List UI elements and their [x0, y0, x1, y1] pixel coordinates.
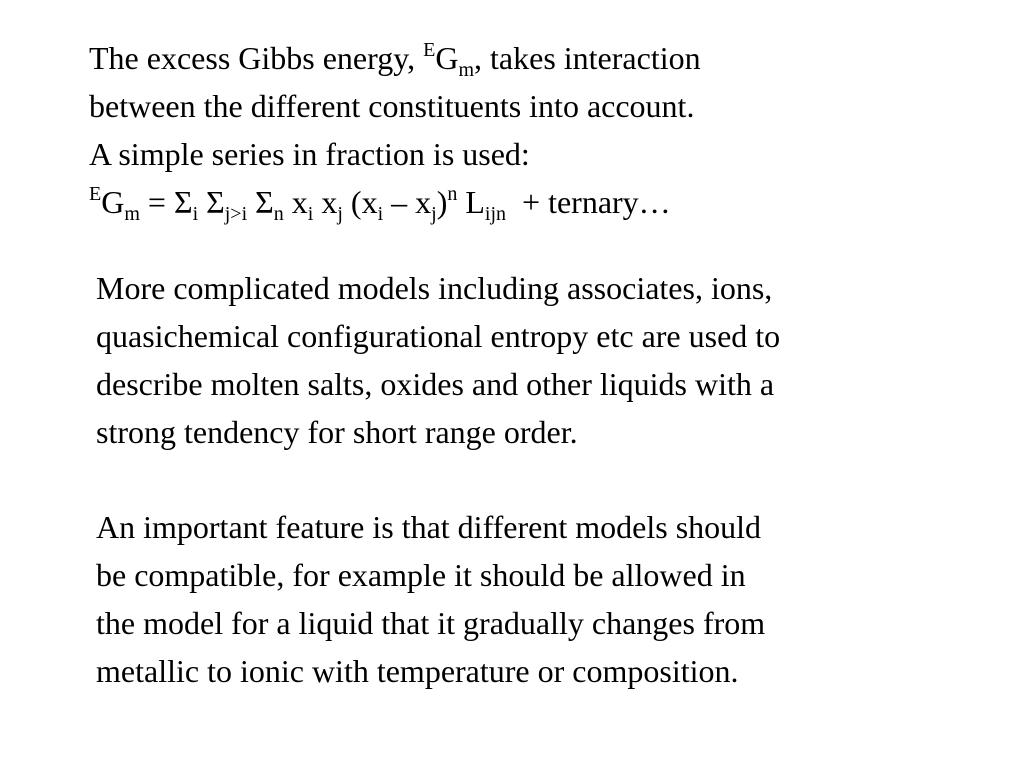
- formula-paren-close: ): [436, 184, 448, 220]
- formula-subscript-jgti: j>i: [224, 203, 248, 225]
- paragraph-line: More complicated models including associates, ions,: [96, 270, 773, 306]
- formula-l: L: [457, 184, 485, 220]
- intro-line-3: A simple series in fraction is used:: [89, 136, 530, 172]
- formula-subscript-j: j: [431, 203, 437, 225]
- formula-paren-open: (x: [342, 184, 378, 220]
- paragraph-compatibility: [96, 503, 976, 695]
- formula-ternary: + ternary…: [506, 184, 671, 220]
- paragraph-line: quasichemical configurational entropy etc are used to: [96, 318, 781, 354]
- formula-x: x: [313, 184, 338, 220]
- symbol-g: G: [435, 40, 459, 76]
- formula-subscript-m: m: [124, 203, 140, 225]
- paragraph-line: describe molten salts, oxides and other liquids with a: [96, 366, 775, 402]
- intro-text: The excess Gibbs energy,: [89, 40, 424, 76]
- formula-superscript-n: n: [447, 183, 458, 205]
- intro-text: , takes interaction: [474, 40, 701, 76]
- paragraph-line: metallic to ionic with temperature or composition.: [96, 653, 739, 689]
- formula-subscript-n: n: [273, 203, 284, 225]
- formula-sigma: Σ: [247, 184, 274, 220]
- superscript-e: E: [423, 39, 436, 61]
- formula-subscript-i: i: [307, 203, 314, 225]
- formula-equals-sigma: = Σ: [139, 184, 193, 220]
- formula-subscript-ijn: ijn: [484, 203, 507, 225]
- intro-line-1: [89, 34, 969, 82]
- paragraph-complicated-models: [96, 264, 976, 456]
- formula-g: G: [101, 184, 125, 220]
- paragraph-line: be compatible, for example it should be allowed in: [96, 557, 746, 593]
- formula-superscript-e: E: [89, 183, 102, 205]
- formula-minus-x: – x: [383, 184, 432, 220]
- intro-line-2: between the different constituents into account.: [89, 88, 695, 124]
- formula-subscript-i: i: [192, 203, 199, 225]
- intro-block: [89, 34, 969, 226]
- subscript-m: m: [458, 59, 475, 81]
- paragraph-line: the model for a liquid that it gradually changes from: [96, 605, 766, 641]
- excess-gibbs-formula: [89, 178, 969, 226]
- formula-sigma: Σ: [198, 184, 225, 220]
- paragraph-line: An important feature is that different models should: [96, 509, 762, 545]
- paragraph-line: strong tendency for short range order.: [96, 414, 578, 450]
- formula-subscript-i: i: [377, 203, 384, 225]
- formula-x: x: [283, 184, 308, 220]
- formula-subscript-j: j: [337, 203, 343, 225]
